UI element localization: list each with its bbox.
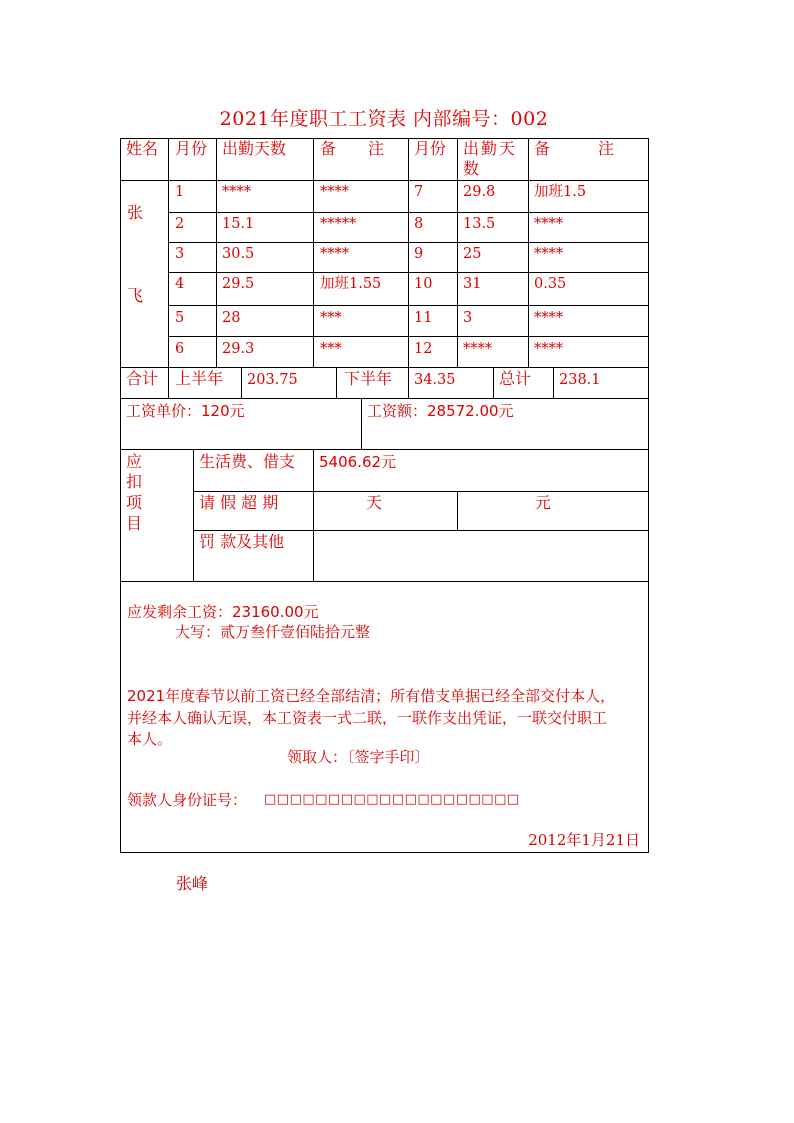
fines-label: 罚 款及其他	[199, 532, 285, 551]
month-cell: 11	[414, 310, 433, 326]
attendance-cell: 29.8	[463, 184, 496, 200]
remark-cell: 0.35	[534, 276, 567, 292]
month-cell: 8	[414, 216, 424, 232]
attendance-cell: 15.1	[222, 216, 255, 232]
leave-yuan-unit: 元	[535, 493, 552, 512]
statement-line-3: 本人。	[127, 730, 173, 748]
header-attendance-2: 出勤天	[463, 139, 518, 158]
attendance-cell: 29.5	[222, 276, 255, 292]
header-month: 月份	[175, 139, 208, 158]
statement-line-2: 并经本人确认无误，本工资表一式二联，一联作支出凭证，一联交付职工	[127, 709, 608, 727]
unit-price: 工资单价：120元	[126, 402, 245, 420]
remark-cell: ****	[534, 310, 563, 326]
first-half-value: 203.75	[247, 372, 298, 388]
remark-cell: ****	[534, 341, 563, 357]
total-value: 238.1	[559, 372, 601, 388]
month-cell: 7	[414, 184, 424, 200]
month-cell: 1	[175, 184, 185, 200]
remark-cell: 加班1.5	[534, 184, 587, 200]
deduction-label-char-4: 目	[126, 514, 143, 533]
second-half-label: 下半年	[344, 369, 393, 388]
header-remark-2: 备 注	[534, 139, 615, 158]
month-cell: 10	[414, 276, 433, 292]
remark-cell: ****	[534, 216, 563, 232]
id-number-label: 领款人身份证号：	[127, 791, 248, 809]
total-label: 总计	[499, 369, 532, 388]
month-cell: 2	[175, 216, 185, 232]
deduction-label-char-3: 项	[126, 493, 143, 512]
leave-days-unit: 天	[366, 493, 383, 512]
header-name: 姓名	[126, 139, 159, 158]
leave-label: 请 假 超 期	[199, 493, 279, 512]
attendance-cell: 25	[463, 246, 482, 262]
deduction-label-char-1: 应	[126, 452, 143, 471]
header-month-2: 月份	[414, 139, 447, 158]
header-attendance-2-cont: 数	[463, 159, 480, 178]
remark-cell: ***	[320, 310, 342, 326]
remark-cell: *****	[320, 216, 357, 232]
receiver-signature-label: 领取人：〔签字手印〕	[287, 748, 430, 766]
month-cell: 4	[175, 276, 185, 292]
deduction-label-char-2: 扣	[126, 472, 143, 491]
second-half-value: 34.35	[414, 372, 456, 388]
month-cell: 9	[414, 246, 424, 262]
attendance-cell: 3	[463, 310, 473, 326]
month-cell: 6	[175, 341, 185, 357]
signature-name: 张峰	[176, 874, 209, 893]
header-remark: 备 注	[320, 139, 385, 158]
remark-cell: ****	[320, 184, 349, 200]
attendance-cell: ****	[222, 184, 251, 200]
wage-amount: 工资额：28572.00元	[367, 402, 514, 420]
remark-cell: ***	[320, 341, 342, 357]
document-title: 2021年度职工工资表 内部编号：002	[219, 108, 549, 130]
document-date: 2012年1月21日	[528, 831, 640, 849]
month-cell: 3	[175, 246, 185, 262]
attendance-cell: ****	[463, 341, 492, 357]
month-cell: 12	[414, 341, 433, 357]
id-number-boxes[interactable]: □□□□□□□□□□□□□□□□□□□□	[264, 792, 520, 807]
remark-cell: ****	[534, 246, 563, 262]
employee-name-char-2: 飞	[127, 286, 144, 305]
header-attendance: 出勤天数	[222, 139, 287, 158]
remaining-wage-capital: 大写：贰万叁仟壹佰陆拾元整	[175, 623, 371, 641]
attendance-cell: 28	[222, 310, 241, 326]
attendance-cell: 13.5	[463, 216, 496, 232]
totals-label: 合计	[126, 369, 159, 388]
living-expense-label: 生活费、借支	[199, 452, 296, 471]
first-half-label: 上半年	[175, 369, 224, 388]
remaining-wage: 应发剩余工资：23160.00元	[127, 603, 319, 621]
attendance-cell: 29.3	[222, 341, 255, 357]
remark-cell: ****	[320, 246, 349, 262]
attendance-cell: 30.5	[222, 246, 255, 262]
remark-cell: 加班1.55	[320, 276, 382, 292]
living-expense-value: 5406.62元	[319, 453, 397, 471]
statement-line-1: 2021年度春节以前工资已经全部结清；所有借支单据已经全部交付本人，	[127, 687, 616, 705]
employee-name-char-1: 张	[127, 203, 144, 222]
month-cell: 5	[175, 310, 185, 326]
attendance-cell: 31	[463, 276, 482, 292]
